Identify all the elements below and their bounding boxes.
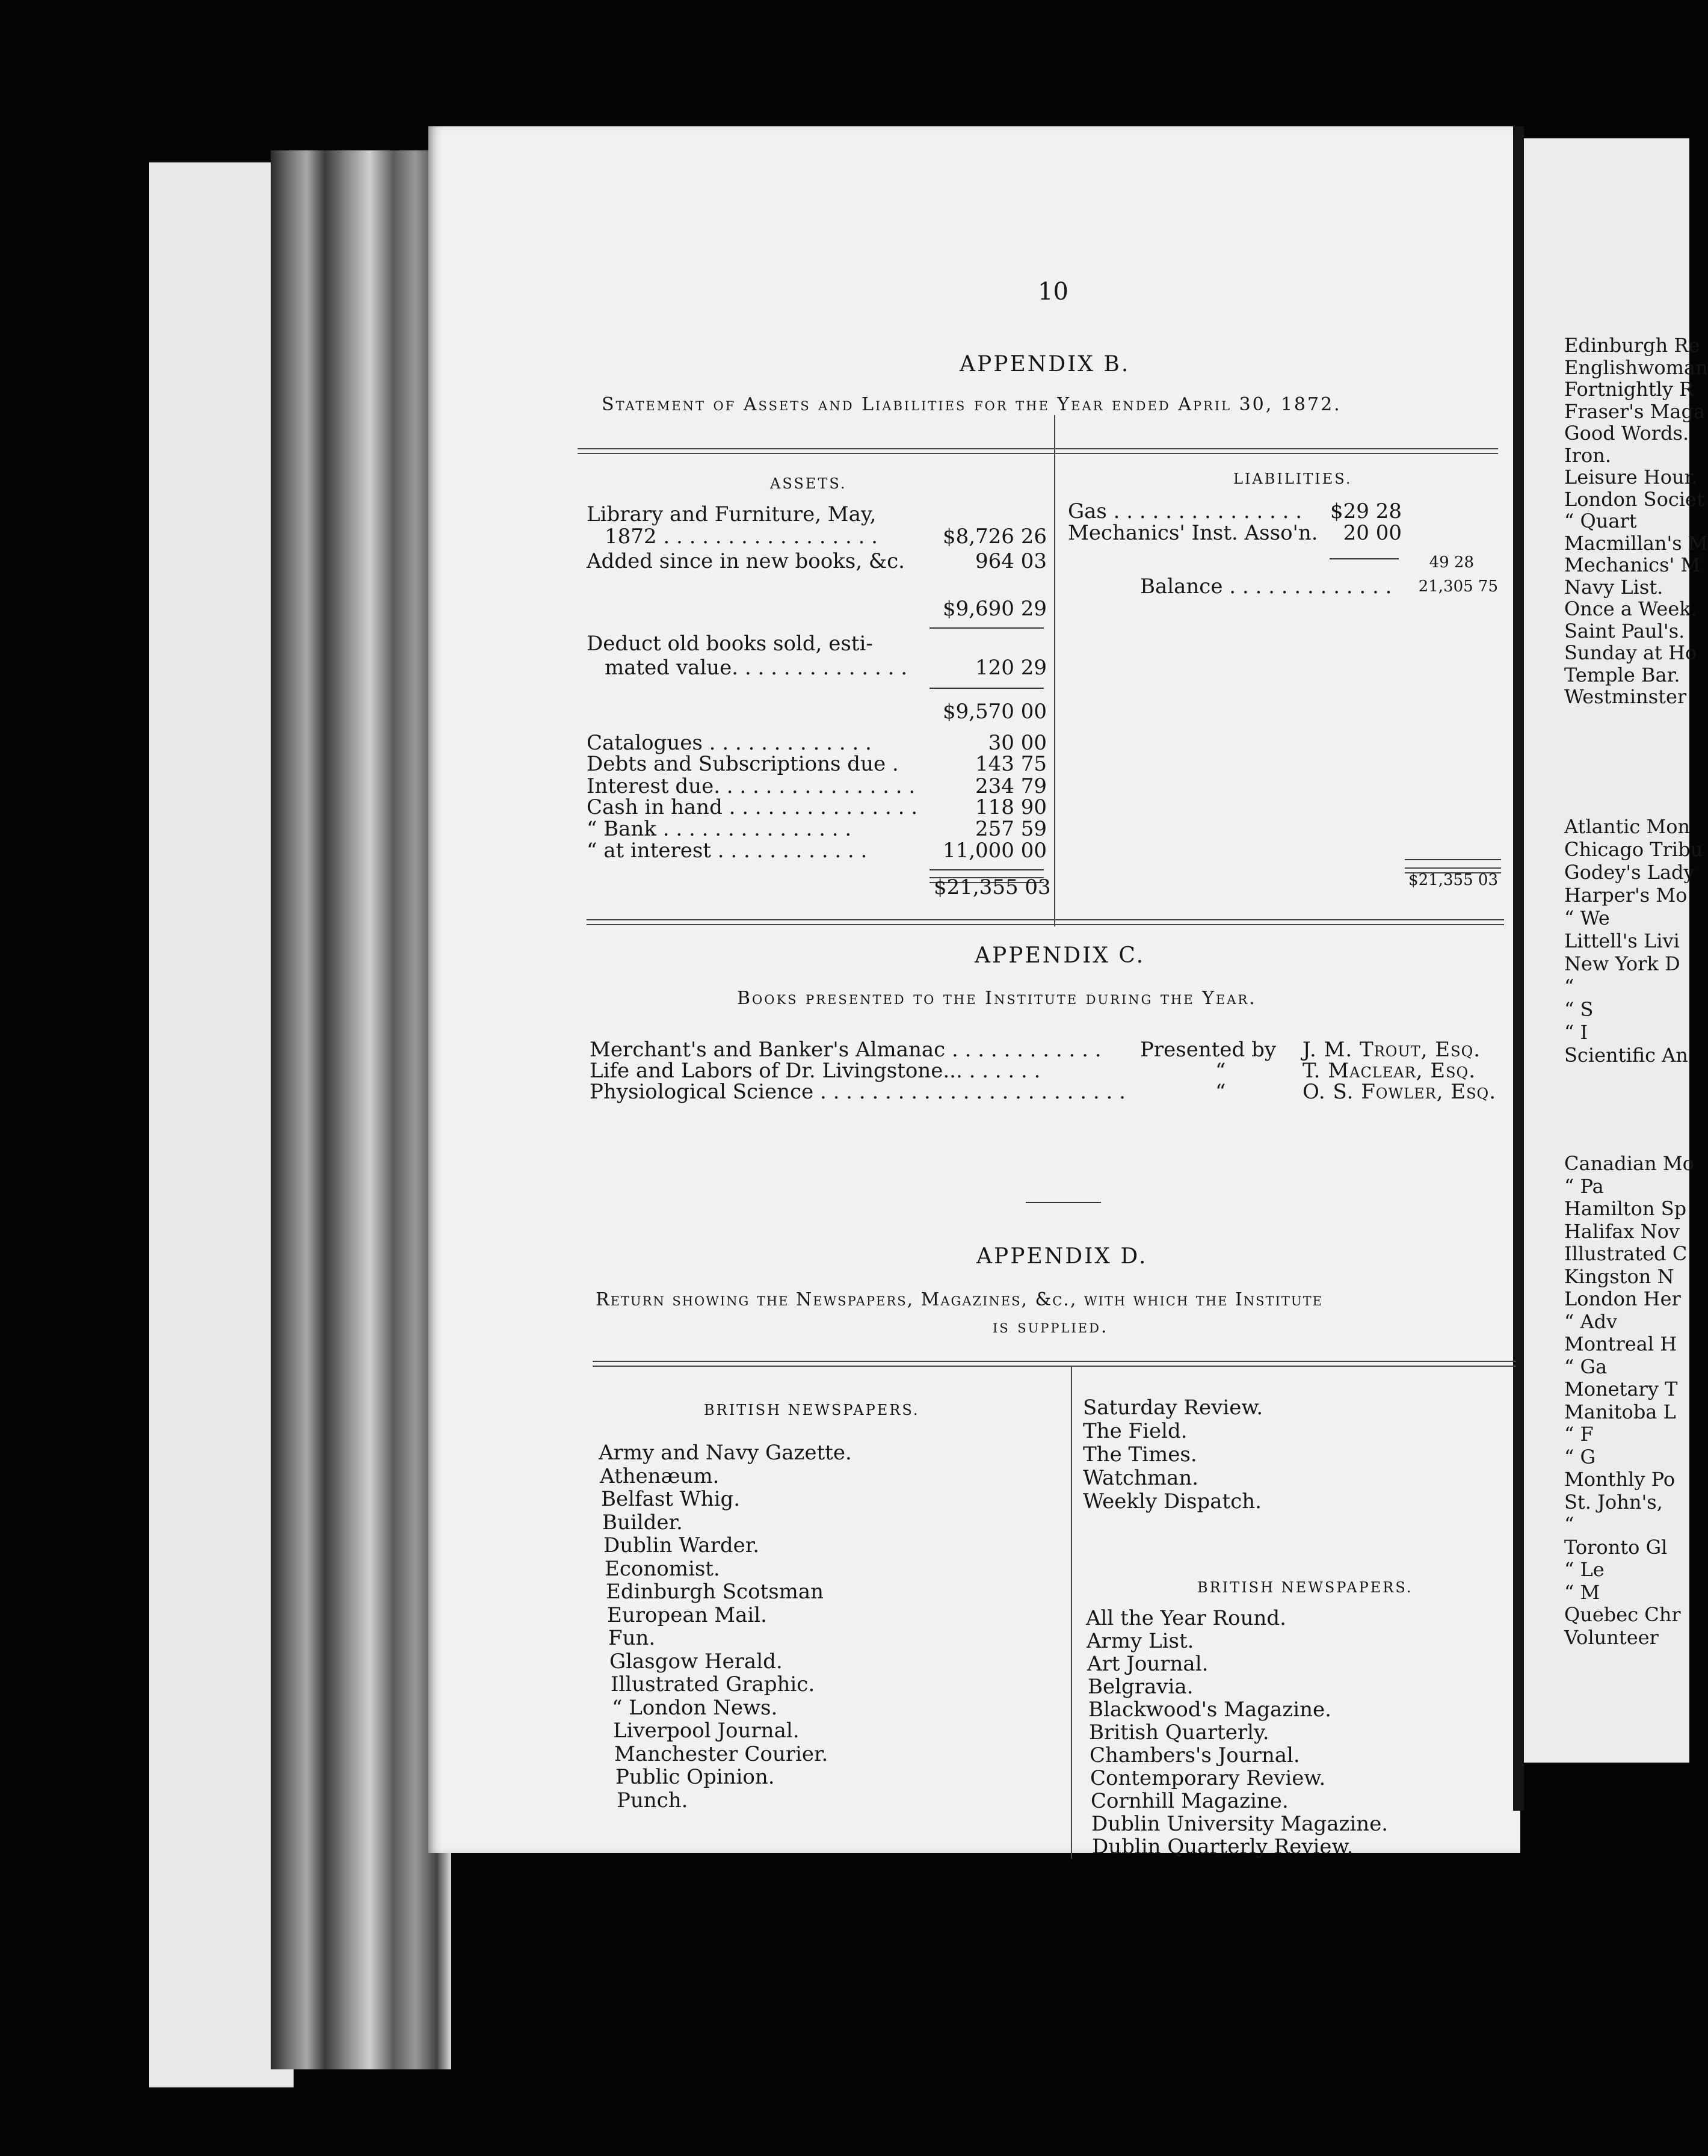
magazine-item: Dublin University Magazine. bbox=[1091, 1812, 1389, 1836]
liability-label: Gas . . . . . . . . . . . . . . . bbox=[1068, 499, 1303, 523]
rule bbox=[1330, 558, 1399, 559]
newspaper-item: Dublin Warder. bbox=[603, 1533, 760, 1557]
facing-page-item: Littell's Livi bbox=[1564, 929, 1680, 952]
facing-page-item: Sunday at Ho bbox=[1564, 641, 1697, 664]
facing-page-item: “ We bbox=[1564, 907, 1610, 929]
asset-amount: $8,726 26 bbox=[942, 525, 1047, 549]
newspaper-item: European Mail. bbox=[607, 1603, 767, 1627]
facing-page-item: “ Adv bbox=[1564, 1310, 1618, 1333]
facing-page-item: London Societ bbox=[1564, 487, 1704, 511]
facing-page-item: New York D bbox=[1564, 952, 1680, 975]
book-donor: O. S. Fowler, Esq. bbox=[1303, 1080, 1497, 1104]
rule bbox=[1405, 859, 1501, 860]
newspaper-item: Belfast Whig. bbox=[601, 1487, 741, 1511]
liability-label: Mechanics' Inst. Asso'n. bbox=[1068, 521, 1318, 545]
asset-label: “ at interest . . . . . . . . . . . . bbox=[587, 839, 868, 863]
divider-rule bbox=[578, 448, 1498, 454]
magazine-item: Army List. bbox=[1087, 1629, 1194, 1653]
left-column-header: BRITISH NEWSPAPERS. bbox=[704, 1402, 920, 1418]
asset-label: Added since in new books, &c. bbox=[587, 549, 905, 573]
book-title: Life and Labors of Dr. Livingstone... . . . . . . bbox=[590, 1059, 1041, 1083]
short-rule bbox=[1026, 1202, 1101, 1203]
facing-page-item: “ Pa bbox=[1564, 1174, 1604, 1198]
facing-page-item: Iron. bbox=[1564, 443, 1611, 467]
magazine-item: Chambers's Journal. bbox=[1090, 1743, 1300, 1767]
facing-page-item: Canadian Mo bbox=[1564, 1152, 1694, 1175]
newspaper-item: Weekly Dispatch. bbox=[1083, 1489, 1262, 1514]
facing-page-item: Monthly Po bbox=[1564, 1468, 1676, 1491]
appendix-b-subtitle: Statement of Assets and Liabilities for the Year ended April 30, 1872. bbox=[602, 394, 1342, 415]
facing-page-item: Macmillan's M bbox=[1564, 531, 1708, 555]
liabilities-total: $21,355 03 bbox=[1408, 871, 1498, 889]
facing-page-item: Englishwoman bbox=[1564, 356, 1708, 379]
facing-page-item: Scientific An bbox=[1564, 1044, 1688, 1067]
assets-header: ASSETS. bbox=[770, 475, 847, 492]
facing-page-item: “ bbox=[1564, 975, 1574, 998]
facing-page-item: Once a Week. bbox=[1564, 597, 1697, 620]
facing-page-item: Halifax Nov bbox=[1564, 1219, 1680, 1243]
newspaper-item: Saturday Review. bbox=[1083, 1396, 1263, 1420]
magazine-item: Belgravia. bbox=[1088, 1675, 1194, 1699]
facing-page-item: Godey's Lady bbox=[1564, 861, 1695, 884]
newspaper-item: Army and Navy Gazette. bbox=[599, 1441, 852, 1465]
liabilities-header: LIABILITIES. bbox=[1233, 470, 1352, 487]
divider-rule bbox=[587, 919, 1504, 925]
magazine-item: Contemporary Review. bbox=[1090, 1766, 1326, 1790]
column-divider bbox=[1054, 415, 1055, 926]
facing-page-item: Mechanics' M bbox=[1564, 553, 1701, 576]
facing-page-item: London Her bbox=[1564, 1287, 1681, 1310]
facing-page-item: “ Ga bbox=[1564, 1355, 1608, 1378]
newspaper-item: Liverpool Journal. bbox=[613, 1719, 800, 1743]
appendix-d-subtitle-1: Return showing the Newspapers, Magazines, &c., with which the Institute bbox=[596, 1289, 1323, 1310]
newspaper-item: The Times. bbox=[1083, 1443, 1197, 1467]
newspaper-item: Watchman. bbox=[1083, 1466, 1199, 1490]
facing-page-item: Temple Bar. bbox=[1564, 663, 1680, 686]
newspaper-item: Manchester Courier. bbox=[614, 1742, 828, 1766]
asset-amount: $9,570 00 bbox=[942, 700, 1047, 724]
assets-total: $21,355 03 bbox=[934, 875, 1051, 899]
asset-amount: 234 79 bbox=[975, 774, 1047, 798]
asset-amount: 964 03 bbox=[975, 549, 1047, 573]
book-donor: J. M. Trout, Esq. bbox=[1303, 1038, 1481, 1062]
asset-amount: 118 90 bbox=[975, 795, 1047, 819]
balance-amount: 21,305 75 bbox=[1418, 578, 1498, 596]
magazine-item: All the Year Round. bbox=[1086, 1606, 1286, 1630]
asset-amount: 30 00 bbox=[988, 731, 1047, 755]
newspaper-item: The Field. bbox=[1083, 1419, 1188, 1443]
magazine-item: Blackwood's Magazine. bbox=[1088, 1698, 1331, 1722]
asset-label: Deduct old books sold, esti- bbox=[587, 632, 873, 656]
newspaper-item: Economist. bbox=[605, 1556, 720, 1581]
book-gutter bbox=[1513, 126, 1524, 1811]
facing-page-item: “ bbox=[1564, 1513, 1574, 1536]
book-title: Merchant's and Banker's Almanac . . . . . . . . . . . . bbox=[590, 1038, 1102, 1062]
column-divider bbox=[1071, 1366, 1072, 1859]
facing-page-item: St. John's, bbox=[1564, 1490, 1663, 1514]
appendix-c-title: APPENDIX C. bbox=[975, 943, 1145, 968]
liability-amount: 20 00 bbox=[1343, 521, 1402, 545]
rule bbox=[930, 627, 1044, 629]
facing-page-item: Quebec Chr bbox=[1564, 1603, 1681, 1626]
facing-page-item: Atlantic Mon bbox=[1564, 815, 1691, 838]
facing-page-item: “ I bbox=[1564, 1021, 1588, 1044]
asset-label: 1872 . . . . . . . . . . . . . . . . . bbox=[605, 525, 878, 549]
rule bbox=[930, 869, 1044, 870]
magazine-item: Art Journal. bbox=[1087, 1652, 1209, 1676]
balance-label: Balance . . . . . . . . . . . . . bbox=[1140, 574, 1392, 599]
facing-page-item: Toronto Gl bbox=[1564, 1535, 1668, 1559]
asset-label: mated value. . . . . . . . . . . . . . bbox=[605, 656, 908, 680]
facing-page-item: Fraser's Maga bbox=[1564, 399, 1706, 423]
newspaper-item: Glasgow Herald. bbox=[609, 1649, 783, 1674]
appendix-d-subtitle-2: is supplied. bbox=[993, 1316, 1109, 1337]
right-column-header: BRITISH NEWSPAPERS. bbox=[1197, 1579, 1413, 1596]
facing-page-item: “ F bbox=[1564, 1423, 1594, 1446]
facing-page-item: Westminster bbox=[1564, 685, 1687, 708]
facing-page-item: Monetary T bbox=[1564, 1378, 1678, 1400]
book-donor: T. Maclear, Esq. bbox=[1303, 1059, 1476, 1083]
facing-page-item: Montreal H bbox=[1564, 1332, 1677, 1355]
appendix-b-title: APPENDIX B. bbox=[960, 352, 1130, 377]
presented-by: “ bbox=[1215, 1059, 1226, 1083]
magazine-item: British Quarterly. bbox=[1089, 1720, 1269, 1745]
newspaper-item: “ London News. bbox=[612, 1695, 778, 1720]
facing-page-item: Edinburgh Re bbox=[1564, 334, 1700, 357]
asset-label: Catalogues . . . . . . . . . . . . . bbox=[587, 731, 872, 755]
presented-by: Presented by bbox=[1140, 1038, 1277, 1062]
newspaper-item: Public Opinion. bbox=[615, 1765, 775, 1789]
asset-amount: 120 29 bbox=[975, 656, 1047, 680]
asset-label: Interest due. . . . . . . . . . . . . . . . bbox=[587, 774, 916, 798]
newspaper-item: Edinburgh Scotsman bbox=[606, 1580, 824, 1604]
asset-label: “ Bank . . . . . . . . . . . . . . . bbox=[587, 817, 852, 841]
newspaper-item: Athenæum. bbox=[600, 1464, 720, 1488]
asset-amount: 257 59 bbox=[975, 817, 1047, 841]
facing-page-item: Leisure Hour. bbox=[1564, 466, 1698, 488]
divider-rule bbox=[593, 1361, 1516, 1367]
facing-page-item: Navy List. bbox=[1564, 575, 1663, 599]
asset-amount: 11,000 00 bbox=[942, 839, 1047, 863]
newspaper-item: Illustrated Graphic. bbox=[611, 1672, 815, 1696]
facing-page-item: Illustrated C bbox=[1564, 1242, 1688, 1265]
liabilities-subtotal: 49 28 bbox=[1429, 553, 1474, 571]
page-stack-edges bbox=[271, 150, 451, 2069]
asset-label: Library and Furniture, May, bbox=[587, 502, 877, 526]
appendix-d-title: APPENDIX D. bbox=[976, 1244, 1148, 1269]
facing-page-item: Chicago Tribu bbox=[1564, 838, 1703, 861]
magazine-item: Dublin Quarterly Review. bbox=[1092, 1835, 1354, 1859]
newspaper-item: Punch. bbox=[617, 1788, 688, 1813]
book-title: Physiological Science . . . . . . . . . . . . . . . . . . . . . . . . bbox=[590, 1080, 1126, 1104]
newspaper-item: Fun. bbox=[608, 1626, 656, 1650]
facing-page-item: Harper's Mo bbox=[1564, 884, 1688, 907]
asset-amount: $9,690 29 bbox=[942, 597, 1047, 621]
facing-page-item: “ Quart bbox=[1564, 510, 1637, 532]
asset-label: Cash in hand . . . . . . . . . . . . . . . bbox=[587, 795, 918, 819]
asset-label: Debts and Subscriptions due . bbox=[587, 752, 899, 776]
facing-page-item: “ M bbox=[1564, 1580, 1600, 1604]
liability-amount: $29 28 bbox=[1330, 499, 1402, 523]
facing-page-item: Fortnightly R bbox=[1564, 378, 1694, 401]
rule bbox=[930, 688, 1044, 689]
magazine-item: Cornhill Magazine. bbox=[1091, 1789, 1289, 1813]
facing-page-item: Saint Paul's. bbox=[1564, 619, 1685, 642]
appendix-c-subtitle: Books presented to the Institute during the Year. bbox=[737, 988, 1257, 1009]
facing-page-item: Good Words. bbox=[1564, 422, 1689, 445]
facing-page-item: “ G bbox=[1564, 1445, 1596, 1468]
facing-page-item: “ Le bbox=[1564, 1558, 1605, 1581]
facing-page-item: Hamilton Sp bbox=[1564, 1197, 1687, 1220]
asset-amount: 143 75 bbox=[975, 752, 1047, 776]
facing-page-item: Manitoba L bbox=[1564, 1400, 1676, 1423]
facing-page-item: Volunteer bbox=[1564, 1625, 1659, 1649]
newspaper-item: Builder. bbox=[602, 1510, 683, 1535]
facing-page-item: “ S bbox=[1564, 998, 1594, 1021]
presented-by: “ bbox=[1215, 1080, 1226, 1104]
page-number: 10 bbox=[1038, 278, 1068, 306]
facing-page-item: Kingston N bbox=[1564, 1264, 1674, 1288]
